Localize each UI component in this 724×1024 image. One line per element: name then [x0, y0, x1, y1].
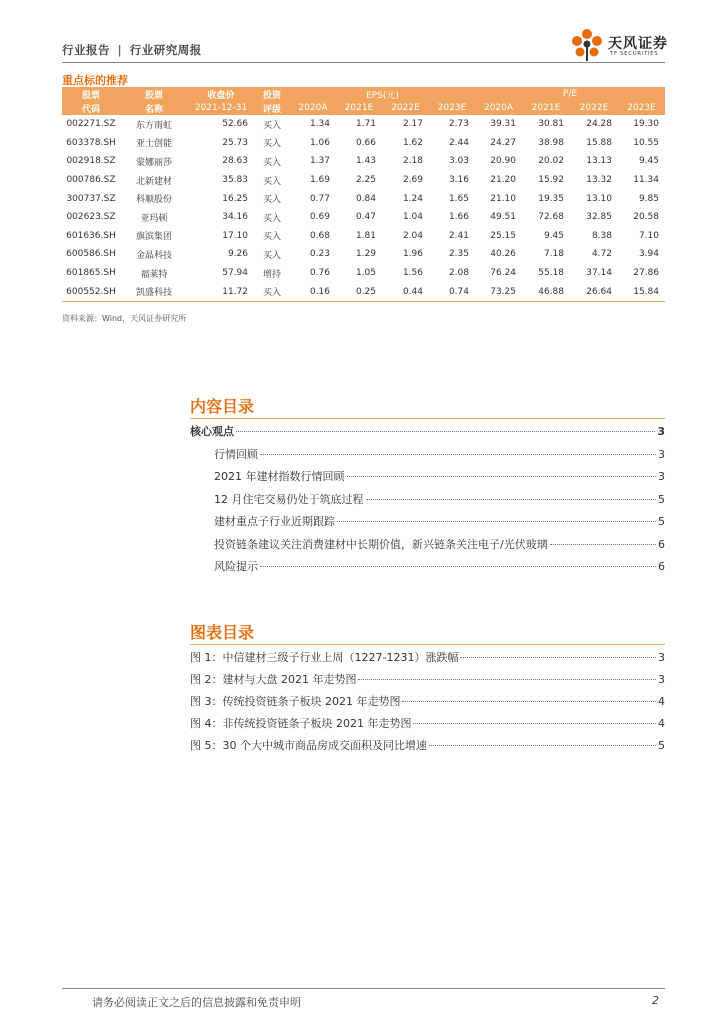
toc-leader-dots: [402, 701, 656, 702]
logo-flower-icon: [568, 27, 606, 63]
toc-entry-page: 6: [658, 537, 665, 551]
table-cell: 002918.SZ: [66, 156, 116, 167]
header-cell: 2020A: [290, 101, 336, 115]
table-cell: 600552.SH: [62, 282, 120, 301]
table-cell: 15.92: [538, 175, 564, 186]
table-cell: 0.16: [290, 282, 336, 301]
table-cell: 76.24: [490, 268, 516, 279]
table-cell: 亚玛顿: [140, 213, 168, 224]
toc-leader-dots: [413, 723, 656, 724]
table-cell: 0.76: [309, 268, 330, 279]
table-cell: 8.38: [591, 230, 612, 241]
table-cell: 1.66: [448, 212, 469, 223]
table-cell: 55.18: [538, 268, 564, 279]
toc-entry-label: 图 3：传统投资链条子板块 2021 年走势图: [190, 695, 401, 708]
table-cell: 13.32: [586, 175, 612, 186]
table-cell: 2.04: [402, 230, 423, 241]
table-cell: 603378.SH: [66, 137, 116, 148]
table-cell: 15.88: [586, 137, 612, 148]
toc-entry[interactable]: [190, 649, 665, 665]
table-cell: 15.84: [618, 282, 665, 301]
toc-entry-page: 3: [658, 673, 665, 686]
table-header-row-1: [62, 87, 665, 101]
table-cell: 蒙娜丽莎: [135, 157, 172, 168]
table-cell: 0.84: [355, 193, 376, 204]
table-cell: 1.05: [355, 268, 376, 279]
toc-entry[interactable]: [214, 536, 665, 552]
table-cell: 福莱特: [140, 269, 168, 280]
report-header: [62, 42, 202, 58]
table-cell: 1.24: [402, 193, 423, 204]
header-cell: 2021E: [522, 101, 570, 115]
table-cell: 9.45: [638, 156, 659, 167]
toc-entry-page: 6: [658, 560, 665, 573]
toc-entry-page: 3: [658, 651, 665, 664]
company-logo: [568, 27, 678, 63]
header-cell: 2021E: [336, 101, 382, 115]
table-cell: 1.65: [448, 193, 469, 204]
table-cell: 10.55: [633, 137, 659, 148]
footer-disclaimer[interactable]: 请务必阅读正文之后的信息披露和免责申明: [92, 996, 301, 1009]
header-cell-pe: P/E: [475, 87, 665, 101]
table-cell: 300737.SZ: [66, 193, 116, 204]
header-cell: 代码: [62, 101, 120, 115]
table-row: [62, 152, 665, 171]
table-cell: 9.85: [638, 193, 659, 204]
footer-divider: [62, 988, 665, 989]
table-cell: 32.85: [586, 212, 612, 223]
table-cell: 买入: [262, 195, 281, 206]
table-cell: 1.29: [355, 249, 376, 260]
table-cell: 0.69: [309, 212, 330, 223]
header-cell: 2023E: [618, 101, 665, 115]
header-cell: 2023E: [429, 101, 475, 115]
header-cell: 名称: [120, 101, 188, 115]
table-cell: 凯盛科技: [120, 282, 188, 301]
table-cell: 38.98: [538, 137, 564, 148]
table-header-row-2: [62, 101, 665, 115]
table-cell: 1.56: [402, 268, 423, 279]
toc-entry-page: 4: [658, 717, 665, 730]
table-cell: 科顺股份: [135, 195, 172, 206]
table-cell: 买入: [262, 157, 281, 168]
toc-leader-dots: [460, 657, 656, 658]
table-cell: 0.77: [309, 193, 330, 204]
table-cell: 2.73: [448, 119, 469, 130]
table-cell: 买入: [262, 250, 281, 261]
toc-entry-page: 3: [657, 425, 665, 438]
toc-leader-dots: [337, 521, 656, 522]
table-cell: 002623.SZ: [66, 212, 116, 223]
table-cell: 72.68: [538, 212, 564, 223]
table-cell: 24.27: [490, 137, 516, 148]
toc-entry-label: 风险提示: [214, 560, 258, 573]
toc-entry-page: 5: [658, 515, 665, 528]
table-cell: 11.34: [633, 175, 659, 186]
table-cell: 2.18: [402, 156, 423, 167]
table-cell: 2.35: [448, 249, 469, 260]
toc-entry[interactable]: [190, 737, 665, 753]
table-cell: 002271.SZ: [66, 119, 116, 130]
table-cell: 28.63: [222, 156, 248, 167]
toc-entry[interactable]: [214, 513, 665, 529]
table-cell: 21.20: [490, 175, 516, 186]
table-cell: 买入: [262, 232, 281, 243]
table-row: [62, 208, 665, 227]
table-cell: 0.25: [336, 282, 382, 301]
table-cell: 买入: [262, 139, 281, 150]
toc-leader-dots: [347, 476, 657, 477]
table-row: [62, 134, 665, 153]
table-cell: 0.44: [382, 282, 429, 301]
table-row: [62, 115, 665, 134]
table-cell: 25.15: [490, 230, 516, 241]
table-row: [62, 245, 665, 264]
header-cell: 2020A: [475, 101, 522, 115]
toc-entry-label: 12 月住宅交易仍处于筑底过程: [214, 492, 364, 506]
toc-entry[interactable]: [190, 715, 665, 731]
table-cell: 16.25: [222, 193, 248, 204]
table-cell: 20.90: [490, 156, 516, 167]
table-cell: 2.69: [402, 175, 423, 186]
table-cell: 0.68: [309, 230, 330, 241]
table-cell: 买入: [254, 282, 290, 301]
toc-entry[interactable]: [190, 693, 665, 709]
header-cell: 收盘价: [188, 87, 254, 101]
table-cell: 7.18: [543, 249, 564, 260]
toc-entry-page: 3: [658, 470, 665, 483]
table-cell: 600586.SH: [66, 249, 116, 260]
header-cell: 评级: [254, 101, 290, 115]
toc-leader-dots: [260, 454, 656, 455]
source-note: 资料来源：Wind，天风证券研究所: [62, 314, 187, 323]
toc-divider: [190, 418, 665, 419]
header-cell: 股票: [120, 87, 188, 101]
table-cell: 601636.SH: [66, 230, 116, 241]
table-cell: 1.37: [309, 156, 330, 167]
table-row: [62, 282, 665, 301]
table-cell: 52.66: [222, 119, 248, 130]
toc-entry-label: 行情回顾: [214, 447, 258, 461]
toc-entry-label: 建材重点子行业近期跟踪: [214, 515, 335, 528]
table-cell: 1.62: [402, 137, 423, 148]
table-cell: 2.41: [448, 230, 469, 241]
header-cell: 2022E: [382, 101, 429, 115]
table-cell: 亚士创能: [135, 139, 172, 150]
page-number: 2: [652, 994, 659, 1007]
report-category: 行业报告: [62, 43, 110, 57]
toc-entry-label: 核心观点: [190, 425, 234, 438]
table-cell: 增持: [262, 269, 281, 280]
table-cell: 19.35: [538, 193, 564, 204]
table-cell: 2.08: [448, 268, 469, 279]
toc-title: 内容目录: [190, 397, 255, 416]
table-cell: 46.88: [522, 282, 570, 301]
table-cell: 2.44: [448, 137, 469, 148]
toc-entry-page: 5: [658, 739, 665, 752]
toc-entry-label: 图 4：非传统投资链条子板块 2021 年走势图: [190, 717, 412, 730]
figures-divider: [190, 644, 665, 645]
header-cell: 投资: [254, 87, 290, 101]
table-body: [62, 115, 665, 301]
table-cell: 000786.SZ: [66, 175, 116, 186]
toc-entry-label: 2021 年建材指数行情回顾: [214, 470, 345, 483]
table-cell: 0.47: [355, 212, 376, 223]
toc-entry[interactable]: [214, 491, 665, 507]
table-cell: 40.26: [490, 249, 516, 260]
recommendation-title: 重点标的推荐: [62, 74, 128, 87]
header-divider: [62, 62, 665, 63]
toc-leader-dots: [366, 499, 657, 500]
table-cell: 7.10: [638, 230, 659, 241]
table-cell: 39.31: [490, 119, 516, 130]
table-cell: 20.02: [538, 156, 564, 167]
toc-entry-label: 图 1：中信建材三级子行业上周（1227-1231）涨跌幅: [190, 651, 459, 664]
toc-leader-dots: [236, 431, 655, 432]
toc-leader-dots: [550, 544, 656, 545]
table-row: [62, 171, 665, 190]
toc-entry[interactable]: [190, 671, 665, 687]
table-cell: 东方雨虹: [135, 120, 172, 131]
table-row: [62, 189, 665, 208]
table-cell: 17.10: [222, 230, 248, 241]
table-cell: 北新建材: [135, 176, 172, 187]
toc-entry[interactable]: [190, 423, 665, 439]
table-cell: 49.51: [490, 212, 516, 223]
table-cell: 73.25: [475, 282, 522, 301]
header-cell: 股票: [62, 87, 120, 101]
table-cell: 25.73: [222, 137, 248, 148]
report-subcategory: 行业研究周报: [129, 43, 202, 57]
table-cell: 0.66: [355, 137, 376, 148]
table-cell: 0.74: [429, 282, 475, 301]
table-cell: 1.69: [309, 175, 330, 186]
toc-entry-page: 3: [658, 447, 665, 461]
header-cell: 2022E: [570, 101, 618, 115]
table-cell: 1.06: [309, 137, 330, 148]
header-cell: 2021-12-31: [188, 101, 254, 115]
table-cell: 3.94: [638, 249, 659, 260]
table-cell: 21.10: [490, 193, 516, 204]
figures-title: 图表目录: [190, 623, 255, 642]
recommendation-table: [62, 87, 665, 302]
table-cell: 13.13: [586, 156, 612, 167]
table-cell: 34.16: [222, 212, 248, 223]
table-cell: 35.83: [222, 175, 248, 186]
table-cell: 金晶科技: [135, 250, 172, 261]
toc-entry-label: 图 2：建材与大盘 2021 年走势图: [190, 673, 357, 686]
table-cell: 1.71: [355, 119, 376, 130]
table-cell: 9.45: [543, 230, 564, 241]
toc-entry-page: 4: [658, 695, 665, 708]
table-cell: 24.28: [586, 119, 612, 130]
toc-entry-label: 投资链条建议关注消费建材中长期价值，新兴链条关注电子/光伏玻璃: [214, 537, 548, 551]
table-cell: 3.16: [448, 175, 469, 186]
table-row: [62, 264, 665, 283]
table-cell: 20.58: [633, 212, 659, 223]
table-cell: 19.30: [633, 119, 659, 130]
table-row: [62, 227, 665, 246]
table-cell: 1.96: [402, 249, 423, 260]
table-cell: 27.86: [633, 268, 659, 279]
toc-leader-dots: [358, 679, 656, 680]
table-cell: 57.94: [222, 268, 248, 279]
toc-entry-page: 5: [658, 492, 665, 506]
table-cell: 1.81: [355, 230, 376, 241]
table-cell: 30.81: [538, 119, 564, 130]
table-cell: 买入: [262, 120, 281, 131]
table-cell: 601865.SH: [66, 268, 116, 279]
table-cell: 旗滨集团: [135, 232, 172, 243]
toc-leader-dots: [260, 566, 656, 567]
header-cell-eps: EPS(元): [290, 87, 475, 101]
toc-leader-dots: [429, 745, 656, 746]
table-cell: 37.14: [586, 268, 612, 279]
table-cell: 3.03: [448, 156, 469, 167]
header-separator: |: [117, 43, 123, 57]
table-cell: 26.64: [570, 282, 618, 301]
table-cell: 9.26: [227, 249, 248, 260]
toc-entry[interactable]: [214, 558, 665, 574]
toc-entry[interactable]: [214, 446, 665, 462]
table-cell: 13.10: [586, 193, 612, 204]
table-cell: 1.43: [355, 156, 376, 167]
table-cell: 4.72: [591, 249, 612, 260]
toc-entry[interactable]: [214, 468, 665, 484]
table-cell: 买入: [262, 176, 281, 187]
table-cell: 0.23: [309, 249, 330, 260]
table-cell: 2.25: [355, 175, 376, 186]
logo-name: 天风证券: [608, 36, 668, 52]
table-cell: 1.04: [402, 212, 423, 223]
toc-entry-label: 图 5：30 个大中城市商品房成交面积及同比增速: [190, 739, 427, 752]
table-cell: 1.34: [309, 119, 330, 130]
logo-subtitle: TF SECURITIES: [610, 51, 659, 57]
table-cell: 买入: [262, 213, 281, 224]
table-cell: 2.17: [402, 119, 423, 130]
table-cell: 11.72: [188, 282, 254, 301]
